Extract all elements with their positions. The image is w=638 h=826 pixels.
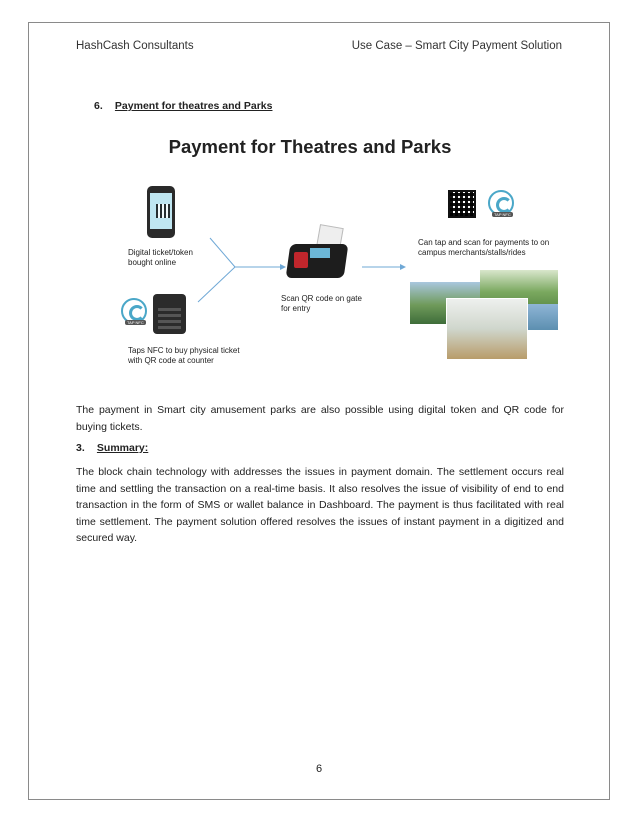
caption-scan [281,294,362,314]
park-photo-hall [446,298,528,360]
paragraph-summary: The block chain technology with addresses the issues in payment domain. The settlement occurs real time and settling the transaction on a real-time basis. It also resolves the issue of visibility of end to end transaction in the form of SMS or wallet balance in Dashboard. The payment is thus facilitated with real time settlement. The payment solution offered resolves the issues of instant payment in a digitized and secured way. [76,466,564,544]
park-photos [410,270,558,362]
caption-digital [128,248,193,268]
caption-nfc-line1: Taps NFC to buy physical ticket [128,346,240,355]
caption-campus [418,238,549,258]
payment-figure [100,130,570,375]
caption-campus-line2: campus merchants/stalls/rides [418,248,526,257]
caption-digital-line2: bought online [128,258,177,267]
card-terminal-icon [153,294,186,334]
qr-code-icon [448,190,476,218]
figure-title: Payment for Theatres and Parks [168,136,452,157]
caption-scan-line1: Scan QR code on gate [281,294,362,303]
caption-nfc-line2: with QR code at counter [128,356,214,365]
nfc-badge-label: TAP NFC [127,320,144,325]
section-6-heading [94,100,272,112]
paragraph-parks: The payment in Smart city amusement parks are also possible using digital token and QR code for buying tickets. [76,404,564,433]
header-right: Use Case – Smart City Payment Solution [351,40,562,52]
header-left: HashCash Consultants [76,40,194,52]
section-6-title: Payment for theatres and Parks [114,100,273,112]
section-3-heading [76,442,148,454]
caption-nfc [128,346,240,366]
nfc-badge-label-2: TAP NFC [494,212,511,217]
section-3-number: 3. [76,442,85,454]
pos-terminal-icon [288,226,346,280]
phone-qr-icon [147,186,175,238]
caption-campus-line1: Can tap and scan for payments to on [418,238,550,247]
section-3-title: Summary: [96,442,149,454]
section-6-number: 6. [94,100,103,112]
caption-digital-line1: Digital ticket/token [128,248,193,257]
page-number: 6 [315,763,323,775]
caption-scan-line2: for entry [281,304,311,313]
